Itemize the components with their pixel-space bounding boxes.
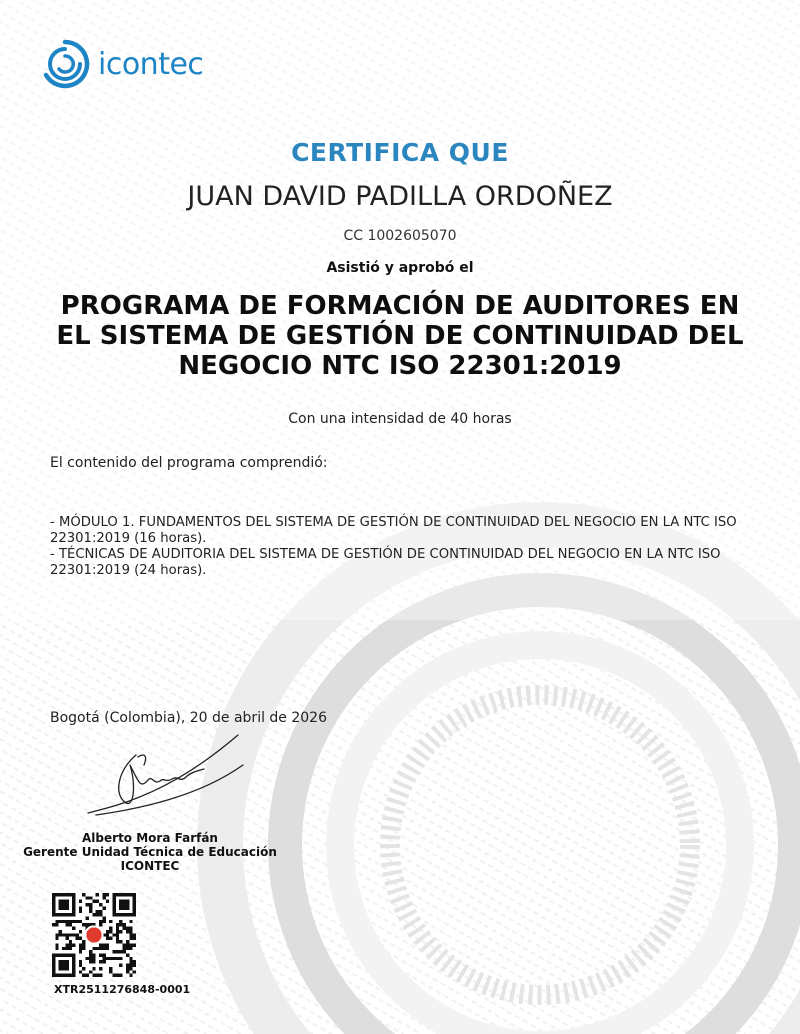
recipient-name: JUAN DAVID PADILLA ORDOÑEZ [187, 181, 613, 212]
program-title: PROGRAMA DE FORMACIÓN DE AUDITORES EN EL SISTEMA DE GESTIÓN DE CONTINUIDAD DEL NEGOCIO NTC ISO 22301:2019 [56, 291, 744, 381]
module-item: - TÉCNICAS DE AUDITORIA DEL SISTEMA DE GESTIÓN DE CONTINUIDAD DEL NEGOCIO EN LA NTC ISO 22301:2019 (24 horas). [50, 547, 721, 578]
module-list [50, 515, 770, 579]
certificate-heading: CERTIFICA QUE [291, 138, 509, 167]
signature-icon [78, 725, 248, 825]
attended-text: Asistió y aprobó el [326, 260, 474, 276]
place-date: Bogotá (Colombia), 20 de abril de 2026 [50, 710, 327, 726]
module-item: - MÓDULO 1. FUNDAMENTOS DEL SISTEMA DE GESTIÓN DE CONTINUIDAD DEL NEGOCIO EN LA NTC ISO 22301:2019 (16 horas). [50, 515, 737, 546]
icontec-logo [38, 36, 203, 92]
id-document: CC 1002605070 [343, 228, 457, 244]
signer-title: Gerente Unidad Técnica de Educación ICONTEC [23, 845, 277, 873]
verification-code: XTR2511276848-0001 [54, 983, 191, 996]
signer-block [0, 831, 300, 873]
qr-code-icon [52, 893, 136, 977]
icontec-logo-icon [38, 37, 92, 91]
signer-name: Alberto Mora Farfán [82, 831, 218, 845]
brand-name: icontec [98, 46, 204, 82]
intensity-text: Con una intensidad de 40 horas [288, 411, 512, 427]
content-label: El contenido del programa comprendió: [50, 455, 328, 471]
